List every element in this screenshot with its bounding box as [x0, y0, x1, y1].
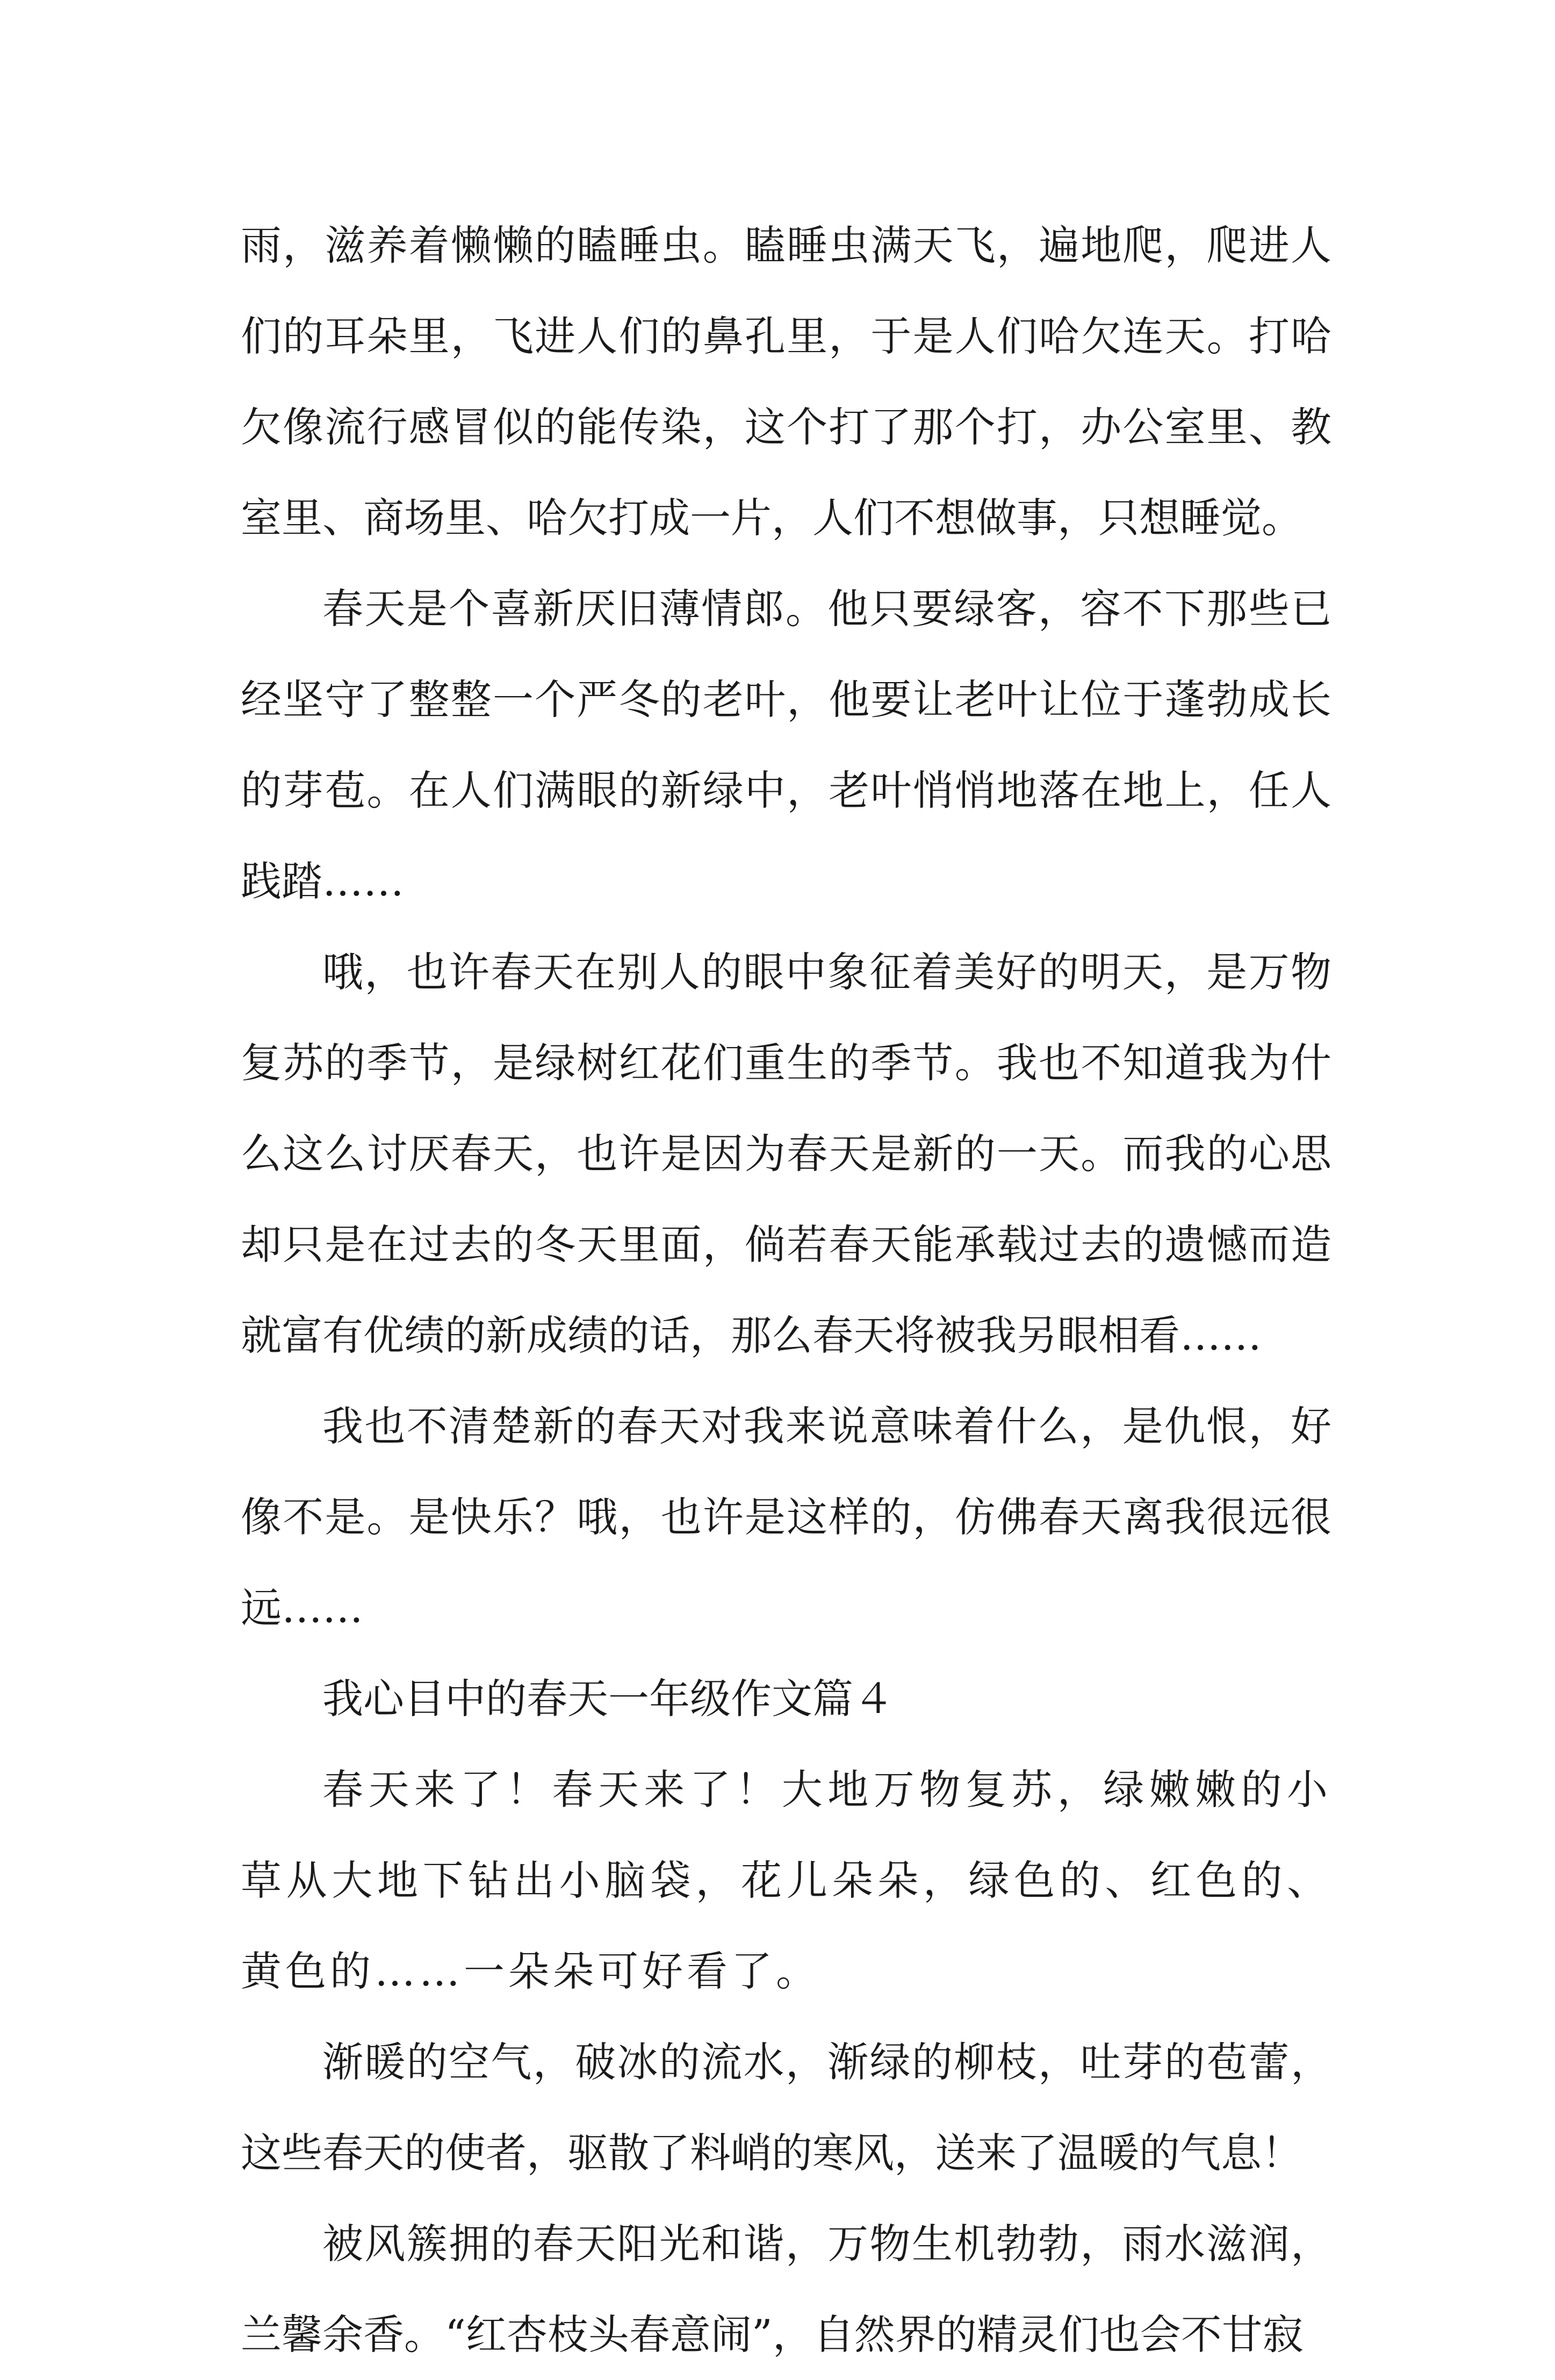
- paragraph-5: 春天来了！春天来了！大地万物复苏，绿嫩嫩的小草从大地下钻出小脑袋，花儿朵朵，绿色的、红色的、黄色的……一朵朵可好看了。: [241, 1766, 1331, 1995]
- document-body: [241, 200, 1331, 2380]
- paragraph-6: 渐暖的空气，破冰的流水，渐绿的柳枝，吐芽的苞蕾，这些春天的使者，驱散了料峭的寒风，送来了温暖的气息！: [241, 2038, 1331, 2177]
- paragraph-7: 被风簇拥的春天阳光和谐，万物生机勃勃，雨水滋润，兰馨余香。“红杏枝头春意闹”，自然界的精灵们也会不甘寂: [241, 2220, 1331, 2359]
- section-heading: 我心目中的春天一年级作文篇４: [322, 1675, 894, 1723]
- paragraph-2: 春天是个喜新厌旧薄情郎。他只要绿客，容不下那些已经坚守了整整一个严冬的老叶，他要让老叶让位于蓬勃成长的芽苞。在人们满眼的新绿中，老叶悄悄地落在地上，任人践踏……: [241, 585, 1331, 905]
- paragraph-1: 雨，滋养着懒懒的瞌睡虫。瞌睡虫满天飞，遍地爬，爬进人们的耳朵里，飞进人们的鼻孔里，于是人们哈欠连天。打哈欠像流行感冒似的能传染，这个打了那个打，办公室里、教室里、商场里、哈欠打成一片，人们不想做事，只想睡觉。: [241, 221, 1331, 542]
- paragraph-3: 哦，也许春天在别人的眼中象征着美好的明天，是万物复苏的季节，是绿树红花们重生的季节。我也不知道我为什么这么讨厌春天，也许是因为春天是新的一天。而我的心思却只是在过去的冬天里面，倘若春天能承载过去的遗憾而造就富有优绩的新成绩的话，那么春天将被我另眼相看……: [241, 948, 1331, 1359]
- paragraph-4: 我也不清楚新的春天对我来说意味着什么，是仇恨，好像不是。是快乐？哦，也许是这样的，仿佛春天离我很远很远……: [241, 1402, 1331, 1632]
